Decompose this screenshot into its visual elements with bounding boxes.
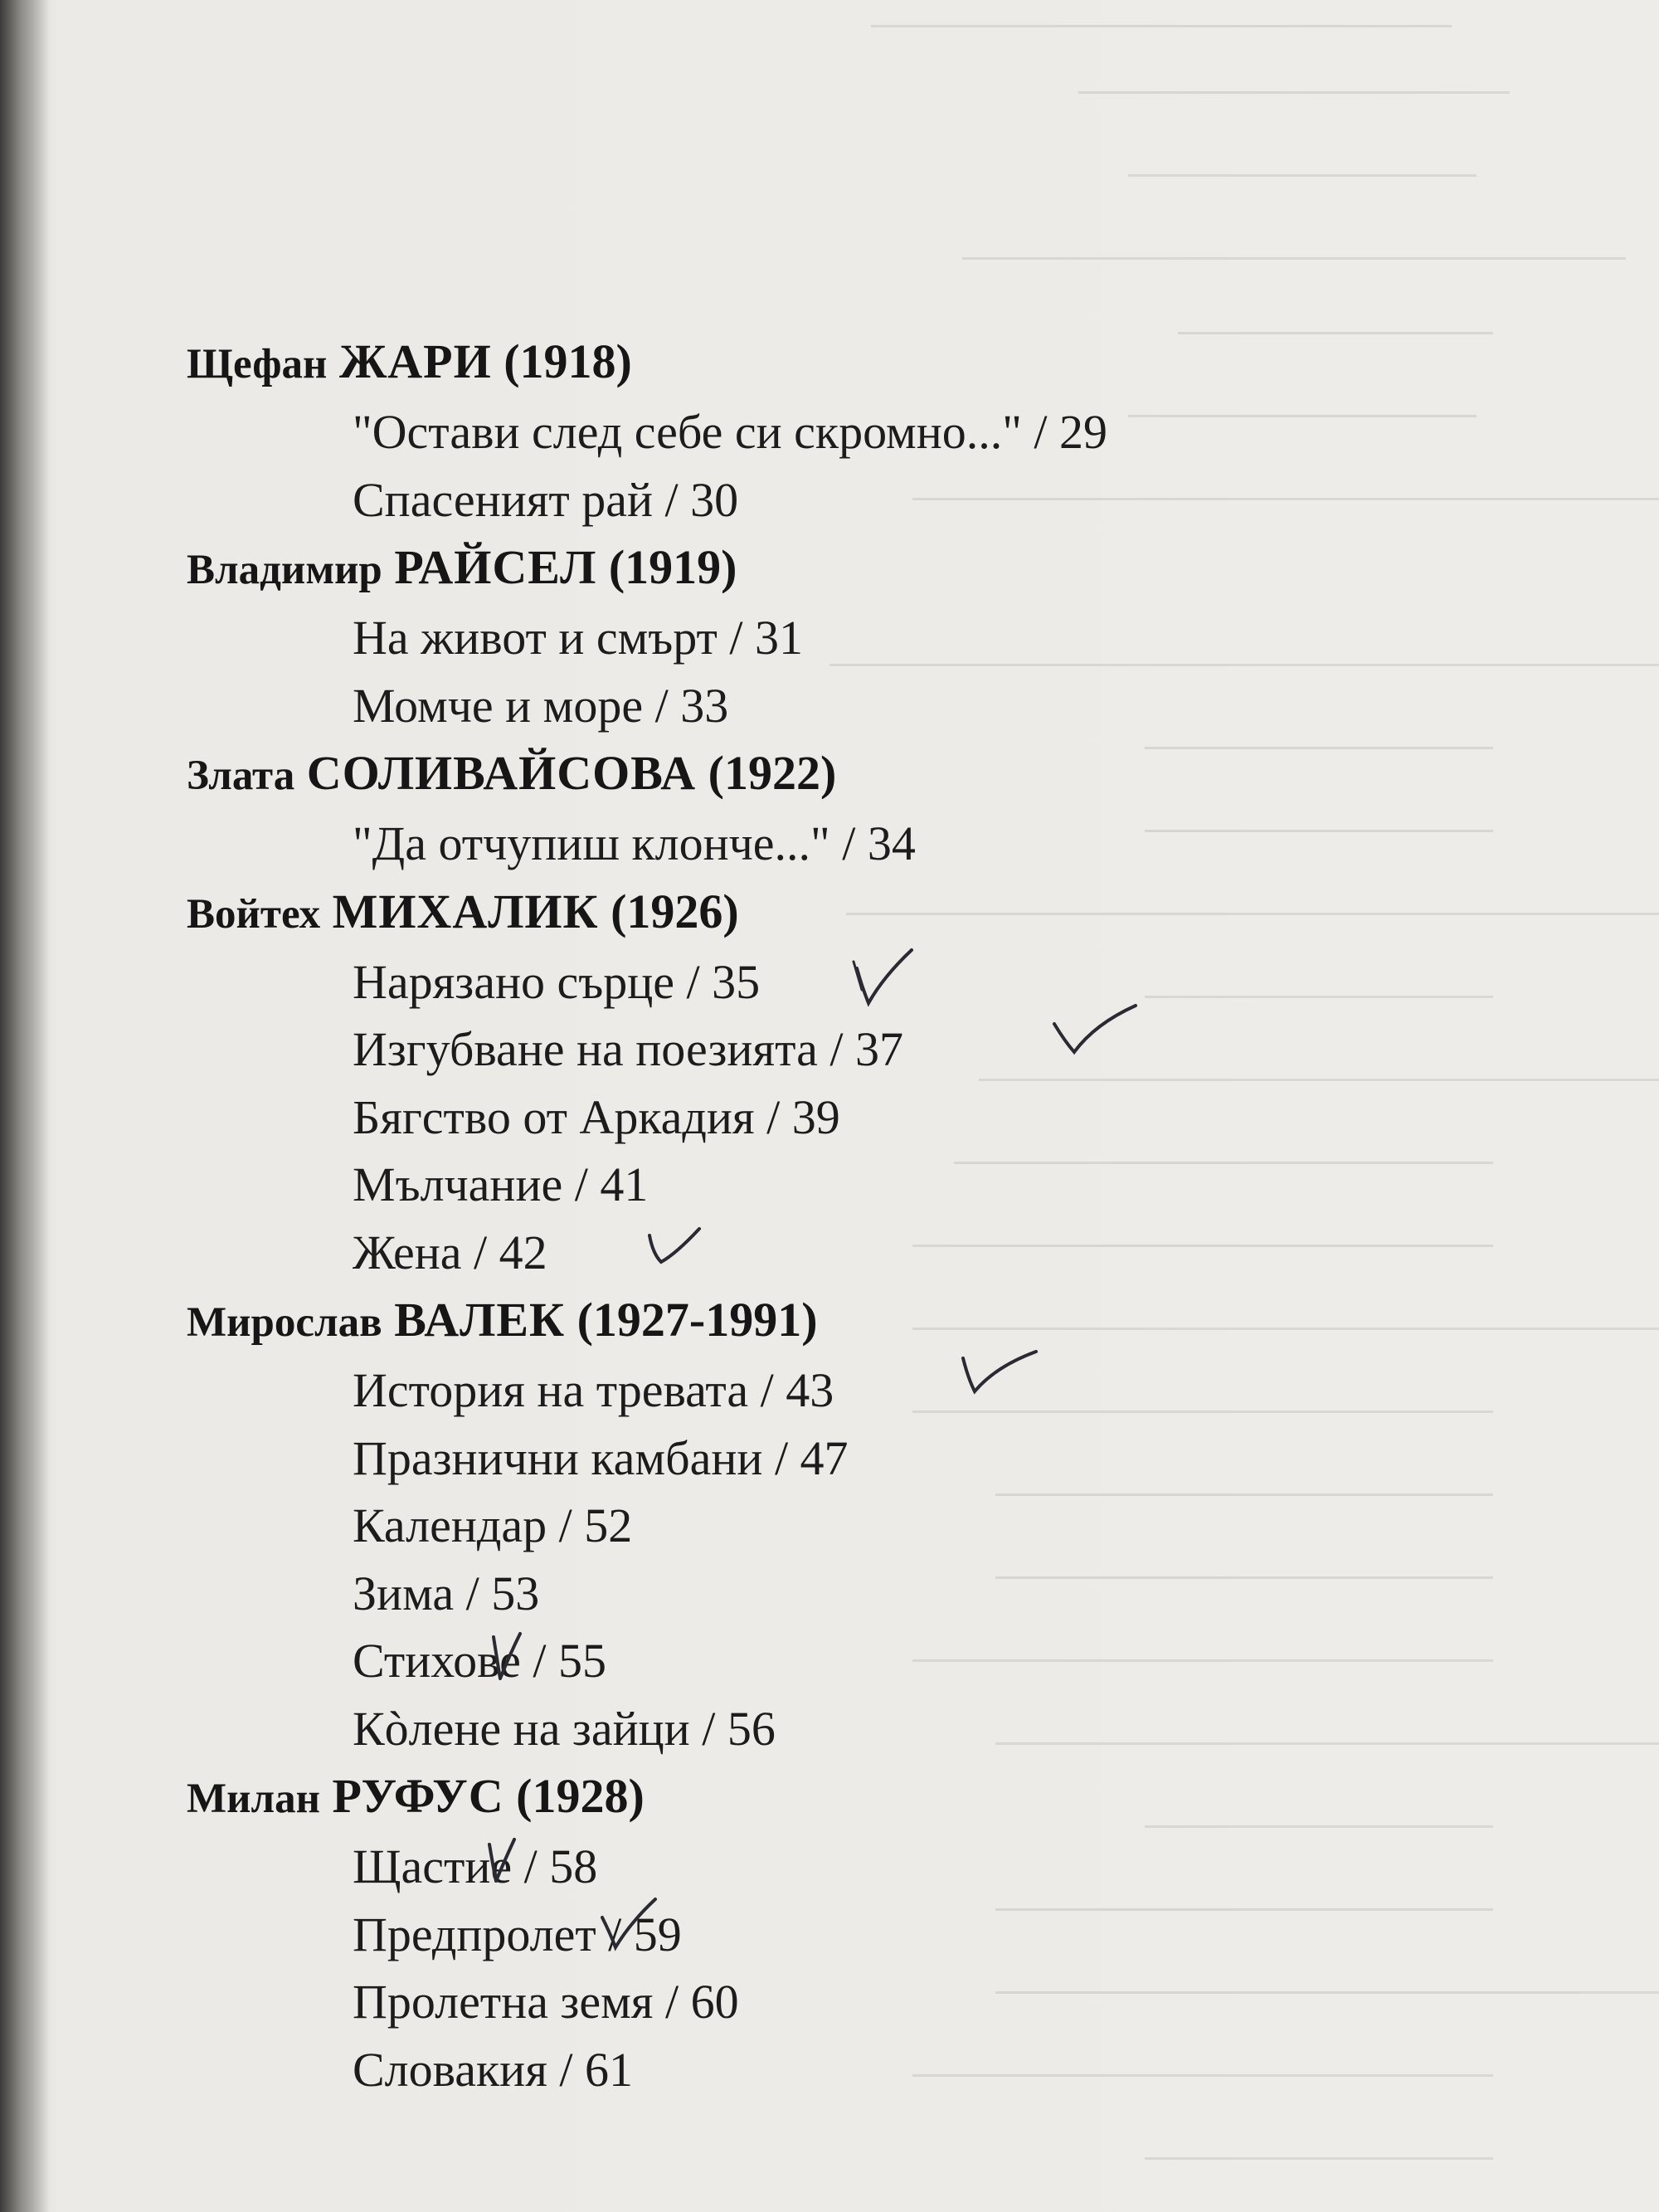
toc-entry	[187, 739, 1481, 878]
author-first-name: Войтех	[187, 890, 321, 938]
poem-line: Календар / 52	[353, 1498, 633, 1552]
poem-line	[187, 1901, 1481, 1969]
poem-line: Кòлене на зайци / 56	[353, 1701, 776, 1756]
toc-entry	[187, 1762, 1481, 2103]
author-last-name: РУФУС	[332, 1769, 504, 1823]
poem-title: Нарязано сърце / 35	[353, 954, 761, 1009]
author-years: (1927-1991)	[577, 1293, 818, 1347]
poem-line	[187, 948, 1481, 1016]
toc-entry	[187, 328, 1481, 534]
author-last-name: ЖАРИ	[338, 334, 492, 388]
poem-line: Бягство от Аркадия / 39	[353, 1089, 840, 1144]
author-first-name: Милан	[187, 1776, 321, 1822]
poem-line: Момче и море / 33	[353, 678, 729, 733]
author-heading	[187, 1762, 1481, 1833]
poem-line	[187, 1833, 1481, 1901]
author-years: (1919)	[608, 540, 737, 594]
author-years: (1922)	[708, 746, 837, 800]
poem-line: Мълчание / 41	[353, 1157, 649, 1211]
author-heading	[187, 878, 1481, 948]
toc-entry	[187, 878, 1481, 1287]
poem-title: Жена / 42	[353, 1225, 547, 1279]
poem-line	[187, 1219, 1481, 1287]
poem-line: "Остави след себе си скромно..." / 29	[353, 405, 1108, 459]
poem-line: Спасеният рай / 30	[353, 472, 739, 527]
author-first-name: Владимир	[187, 547, 382, 593]
poem-title: Щастие / 58	[353, 1839, 598, 1893]
author-heading	[187, 534, 1481, 604]
author-years: (1918)	[504, 334, 632, 388]
handwritten-checkmark	[643, 1220, 709, 1279]
toc-entry	[187, 534, 1481, 739]
book-spine-shadow	[0, 0, 50, 2212]
poem-line	[187, 1627, 1481, 1695]
author-last-name: ВАЛЕК	[394, 1293, 566, 1347]
author-first-name: Злата	[187, 753, 295, 799]
toc-entry	[187, 1286, 1481, 1762]
author-heading	[187, 1286, 1481, 1357]
author-last-name: РАЙСЕЛ	[394, 540, 597, 594]
author-heading	[187, 328, 1481, 398]
poem-line: На живот и смърт / 31	[353, 611, 803, 665]
author-heading	[187, 739, 1481, 810]
poem-line: Зима / 53	[353, 1566, 540, 1620]
poem-line: "Да отчупиш клонче..." / 34	[353, 816, 916, 870]
poem-title: Стихове / 55	[353, 1634, 607, 1688]
poem-title: Изгубване на поезията / 37	[353, 1022, 903, 1076]
poem-title: Предпролет / 59	[353, 1907, 682, 1961]
poem-line: Словакия / 61	[353, 2042, 634, 2097]
poem-title: История на тревата / 43	[353, 1363, 834, 1417]
author-years: (1926)	[611, 884, 739, 938]
poem-line: Пролетна земя / 60	[353, 1975, 739, 2029]
poem-line: Празнични камбани / 47	[353, 1430, 849, 1485]
author-last-name: СОЛИВАЙСОВА	[306, 746, 697, 800]
author-first-name: Щефан	[187, 341, 328, 387]
author-first-name: Мирослав	[187, 1299, 382, 1346]
handwritten-checkmark	[850, 945, 925, 1011]
poem-line	[187, 1016, 1481, 1084]
author-last-name: МИХАЛИК	[332, 884, 599, 938]
author-years: (1928)	[516, 1769, 645, 1823]
poem-line	[187, 1357, 1481, 1425]
table-of-contents	[187, 328, 1481, 2103]
